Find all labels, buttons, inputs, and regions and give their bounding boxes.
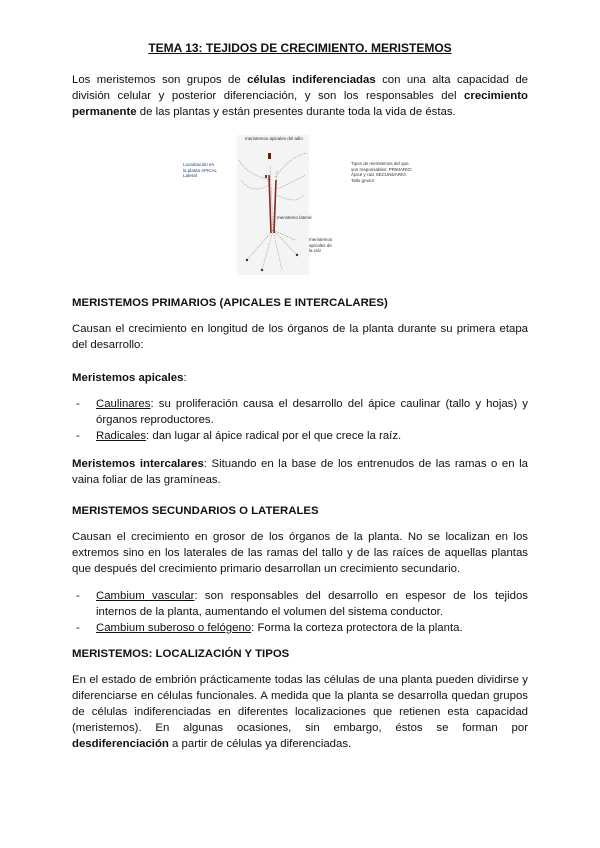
figure-right-label: Tipos de meristemos del que son responsables: PRIMARIO: Ápice y raíz SECUNDARIO: Tallo grosor [351, 161, 413, 183]
section-heading: MERISTEMOS PRIMARIOS (APICALES E INTERCALARES) [72, 297, 388, 309]
list [72, 588, 528, 636]
bold-term: células indiferenciadas [247, 74, 376, 86]
plant-diagram [237, 135, 309, 275]
plant-meristem-figure [237, 135, 333, 275]
bold-term: crecimiento permanente [72, 90, 528, 118]
section-heading: MERISTEMOS: LOCALIZACIÓN Y TIPOS [72, 648, 290, 660]
figure-left-label: Localización en la planta APICAL Lateral [183, 162, 217, 178]
section-heading: MERISTEMOS SECUNDARIOS O LATERALES [72, 505, 319, 517]
list-item: - Cambium suberoso o felógeno: Forma la corteza protectora de la planta. [76, 622, 463, 634]
figure-label: meristemos apicales del tallo [245, 136, 303, 141]
list-item: - Radicales: dan lugar al ápice radical por el que crece la raíz. [76, 430, 402, 442]
paragraph: Meristemos intercalares: Situando en la base de los entrenudos de las ramas o en la vaina foliar de las gramíneas. [72, 458, 528, 486]
paragraph: En el estado de embrión prácticamente todas las células de una planta pueden dividirse y diferenciarse en células funcionales. A medida que la planta se desarrolla quedan grupos de células indiferenciadas en diferentes localizaciones que retienen esta capacidad (meristemos). En algunas ocasiones, sin embargo, éstos se forman por desdiferenciación a partir de células ya diferenciadas. [72, 674, 528, 750]
figure-label: meristemos apicales de la raíz [309, 237, 333, 253]
intro-paragraph: Los meristemos son grupos de células indiferenciadas con una alta capacidad de división celular y posterior diferenciación, y son los responsables del crecimiento permanente de las plantas y están presentes durante toda la vida de éstas. [72, 74, 528, 118]
page-title: TEMA 13: TEJIDOS DE CRECIMIENTO. MERISTEMOS [148, 41, 452, 55]
list [72, 396, 528, 444]
paragraph: Causan el crecimiento en grosor de los órganos de la planta. No se localizan en los extremos sino en los laterales de las ramas del tallo y de las raíces de aquellas plantas que después del crecimiento primario desarrollan un crecimiento secundario. [72, 531, 528, 575]
list-item: - Cambium vascular: son responsables del desarrollo en espesor de los tejidos internos de la planta, aumentando el volumen del sistema conductor. [76, 590, 528, 618]
list-item: - Caulinares: su proliferación causa el desarrollo del ápice caulinar (tallo y hojas) y órganos reproductores. [76, 398, 528, 426]
figure-label: meristemo lateral [277, 215, 312, 220]
subheading: Meristemos apicales: [72, 372, 187, 384]
paragraph: Causan el crecimiento en longitud de los órganos de la planta durante su primera etapa del desarrollo: [72, 323, 528, 351]
